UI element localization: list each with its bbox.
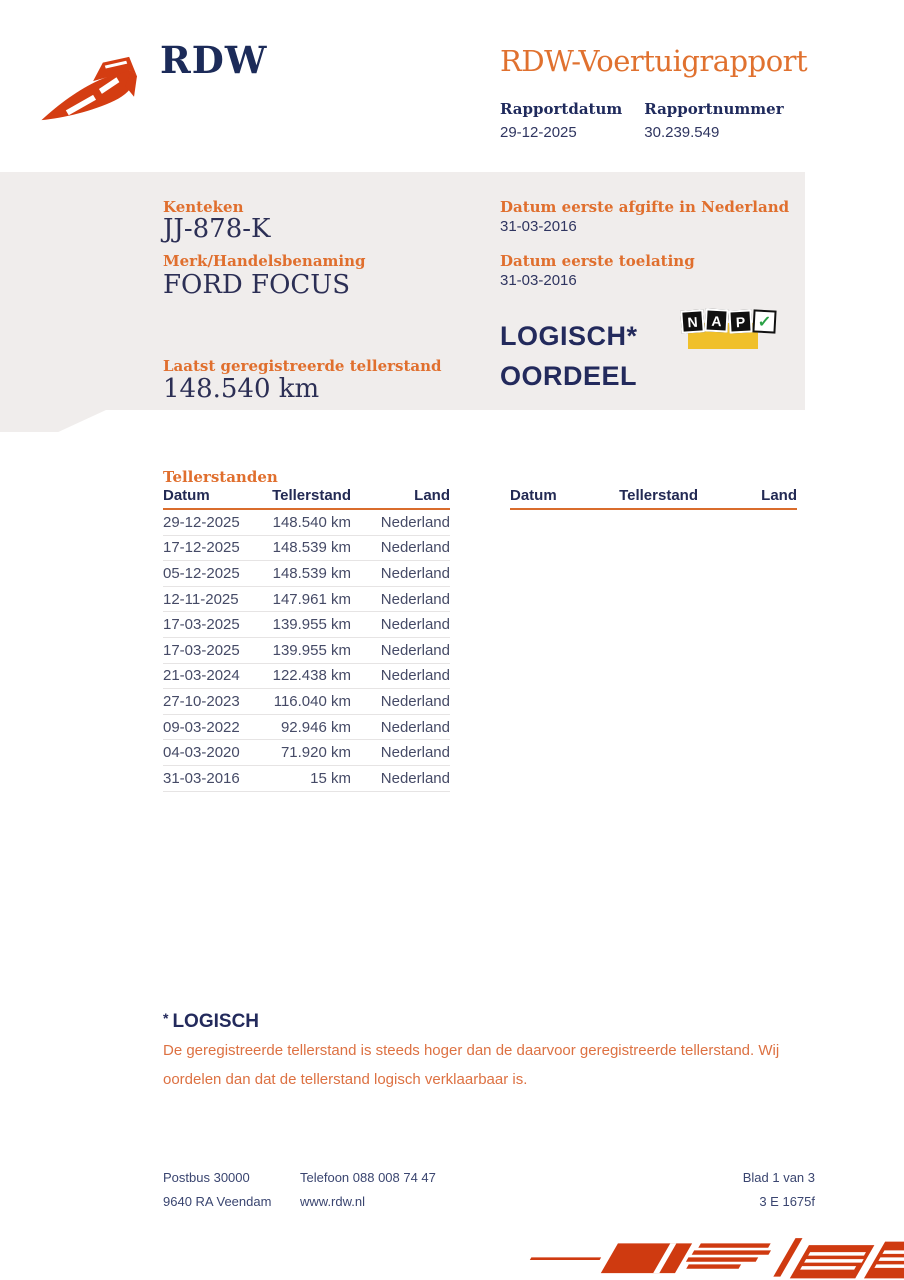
cell-tellerstand: 148.539 km [272, 564, 351, 582]
column-header-datum: Datum [163, 487, 210, 504]
cell-datum: 17-03-2025 [163, 641, 240, 659]
nap-check-icon: ✓ [752, 309, 776, 333]
table-row [163, 510, 450, 536]
footer-postbus: Postbus 30000 [163, 1170, 250, 1185]
report-number-block [644, 100, 783, 141]
laatste-tellerstand-value: 148.540 km [163, 374, 320, 404]
cell-tellerstand: 148.540 km [272, 513, 351, 531]
table-row [163, 740, 450, 766]
cell-datum: 27-10-2023 [163, 692, 240, 710]
cell-tellerstand: 148.539 km [272, 539, 351, 557]
tellerstanden-table-2-header [510, 487, 797, 510]
table-row [163, 664, 450, 690]
cell-datum: 21-03-2024 [163, 667, 240, 685]
merk-value: FORD FOCUS [163, 270, 351, 300]
report-date-block [500, 100, 622, 141]
cell-land: Nederland [380, 641, 450, 659]
cell-datum: 12-11-2025 [163, 590, 239, 608]
table-row [163, 536, 450, 562]
column-header-datum-2: Datum [510, 487, 557, 504]
column-header-tellerstand: Tellerstand [272, 487, 351, 504]
cell-land: Nederland [380, 718, 450, 736]
nap-letter-a: A [704, 308, 728, 332]
tellerstanden-table [163, 487, 450, 792]
kenteken-label: Kenteken [163, 198, 244, 216]
footnote-body: De geregistreerde tellerstand is steeds hoger dan de daarvoor geregistreerde tellerstand. Wij oordelen dan dat de tellerstand logisch verklaarbaar is. [163, 1042, 780, 1088]
toelating-label: Datum eerste toelating [500, 252, 695, 270]
cell-tellerstand: 116.040 km [273, 692, 351, 710]
report-date-value: 29-12-2025 [500, 124, 577, 141]
cell-land: Nederland [380, 590, 450, 608]
cell-datum: 09-03-2022 [163, 718, 240, 736]
afgifte-value: 31-03-2016 [500, 218, 577, 235]
table-row [163, 587, 450, 613]
cell-land: Nederland [380, 667, 450, 685]
cell-tellerstand: 139.955 km [272, 641, 351, 659]
laatste-tellerstand-label: Laatst geregistreerde tellerstand [163, 357, 442, 375]
column-header-tellerstand-2: Tellerstand [619, 487, 698, 504]
footer-city: 9640 RA Veendam [163, 1194, 272, 1209]
cell-land: Nederland [380, 616, 450, 634]
cell-datum: 17-12-2025 [163, 539, 240, 557]
footer-phone: Telefoon 088 008 74 47 [300, 1170, 436, 1185]
oordeel-line1: LOGISCH* [500, 321, 638, 351]
panel-corner-decoration [0, 410, 106, 432]
report-number-value: 30.239.549 [644, 124, 720, 141]
tellerstanden-heading: Tellerstanden [163, 468, 278, 486]
oordeel-verdict [500, 316, 638, 396]
brand-wordmark: RDW [160, 38, 268, 82]
table-row [163, 715, 450, 741]
tellerstanden-table-header [163, 487, 450, 510]
oordeel-line2: OORDEEL [500, 361, 638, 391]
footer-page-indicator: Blad 1 van 3 [742, 1170, 815, 1185]
table-row [163, 766, 450, 792]
report-date-label: Rapportdatum [500, 100, 623, 118]
footnote-asterisk: * [163, 1010, 169, 1026]
table-row [163, 612, 450, 638]
footnote-title-text: LOGISCH [172, 1011, 260, 1032]
cell-datum: 31-03-2016 [163, 769, 240, 787]
column-header-land-2: Land [761, 487, 797, 504]
cell-datum: 05-12-2025 [163, 564, 240, 582]
afgifte-label: Datum eerste afgifte in Nederland [500, 198, 790, 216]
cell-tellerstand: 71.920 km [280, 744, 351, 762]
cell-land: Nederland [380, 769, 450, 787]
cell-land: Nederland [380, 692, 450, 710]
merk-label: Merk/Handelsbenaming [163, 252, 366, 270]
rdw-wing-logo-icon [38, 50, 156, 126]
report-meta [500, 100, 784, 141]
toelating-value: 31-03-2016 [500, 272, 577, 289]
cell-land: Nederland [380, 513, 450, 531]
cell-land: Nederland [380, 539, 450, 557]
column-header-land: Land [414, 487, 450, 504]
footnote-title [163, 1010, 259, 1033]
cell-land: Nederland [380, 564, 450, 582]
table-row [163, 689, 450, 715]
cell-datum: 17-03-2025 [163, 616, 240, 634]
cell-datum: 29-12-2025 [163, 513, 240, 531]
cell-tellerstand: 122.438 km [272, 667, 351, 685]
cell-land: Nederland [380, 744, 450, 762]
kenteken-value: JJ-878-K [163, 214, 271, 244]
cell-tellerstand: 15 km [310, 769, 351, 787]
nap-tiles [681, 310, 776, 333]
nap-letter-p: P [728, 309, 752, 333]
footer-website-link[interactable]: www.rdw.nl [300, 1194, 366, 1209]
footer-form-code: 3 E 1675f [759, 1194, 815, 1209]
nap-logo [681, 310, 772, 356]
cell-datum: 04-03-2020 [163, 744, 240, 762]
tellerstanden-table-2 [510, 487, 797, 510]
cell-tellerstand: 92.946 km [280, 718, 351, 736]
cell-tellerstand: 147.961 km [272, 590, 351, 608]
report-number-label: Rapportnummer [644, 100, 784, 118]
nap-letter-n: N [680, 309, 705, 334]
page-title: RDW-Voertuigrapport [500, 44, 808, 78]
tellerstanden-table-body [163, 510, 450, 792]
table-row [163, 638, 450, 664]
cell-tellerstand: 139.955 km [272, 616, 351, 634]
table-row [163, 561, 450, 587]
footer-stripes-decoration-icon [520, 1233, 904, 1280]
